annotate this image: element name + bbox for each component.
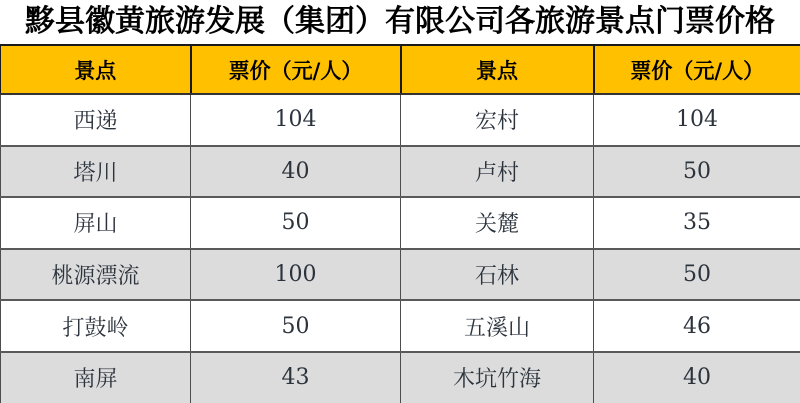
attraction-cell: 屏山 — [1, 197, 191, 249]
price-cell: 40 — [594, 352, 800, 403]
attraction-cell: 桃源漂流 — [1, 249, 191, 301]
header-attraction-left: 景点 — [1, 45, 191, 94]
table-row — [1, 300, 800, 352]
page-title: 黟县徽黄旅游发展（集团）有限公司各旅游景点门票价格 — [25, 4, 775, 39]
price-cell: 40 — [191, 146, 401, 198]
header-price-right: 票价（元/人） — [594, 45, 800, 94]
price-cell: 104 — [594, 94, 800, 146]
price-cell: 104 — [191, 94, 401, 146]
price-cell: 50 — [191, 197, 401, 249]
table-row — [1, 352, 800, 403]
price-cell: 43 — [191, 352, 401, 403]
price-cell: 35 — [594, 197, 800, 249]
header-attraction-right: 景点 — [401, 45, 594, 94]
attraction-cell: 关麓 — [401, 197, 594, 249]
attraction-cell: 卢村 — [401, 146, 594, 198]
price-cell: 50 — [594, 146, 800, 198]
table-row — [1, 249, 800, 301]
title-bar — [0, 0, 800, 44]
attraction-cell: 石林 — [401, 249, 594, 301]
table-row — [1, 197, 800, 249]
attraction-cell: 打鼓岭 — [1, 300, 191, 352]
header-price-left: 票价（元/人） — [191, 45, 401, 94]
price-cell: 100 — [191, 249, 401, 301]
attraction-cell: 五溪山 — [401, 300, 594, 352]
attraction-cell: 宏村 — [401, 94, 594, 146]
table-header — [1, 45, 800, 94]
attraction-cell: 塔川 — [1, 146, 191, 198]
price-cell: 50 — [191, 300, 401, 352]
price-cell: 50 — [594, 249, 800, 301]
attraction-cell: 木坑竹海 — [401, 352, 594, 403]
attraction-cell: 西递 — [1, 94, 191, 146]
header-row — [1, 45, 800, 94]
table-row — [1, 94, 800, 146]
attraction-cell: 南屏 — [1, 352, 191, 403]
price-cell: 46 — [594, 300, 800, 352]
ticket-price-table — [0, 44, 800, 403]
table-row — [1, 146, 800, 198]
table-body — [1, 94, 800, 403]
